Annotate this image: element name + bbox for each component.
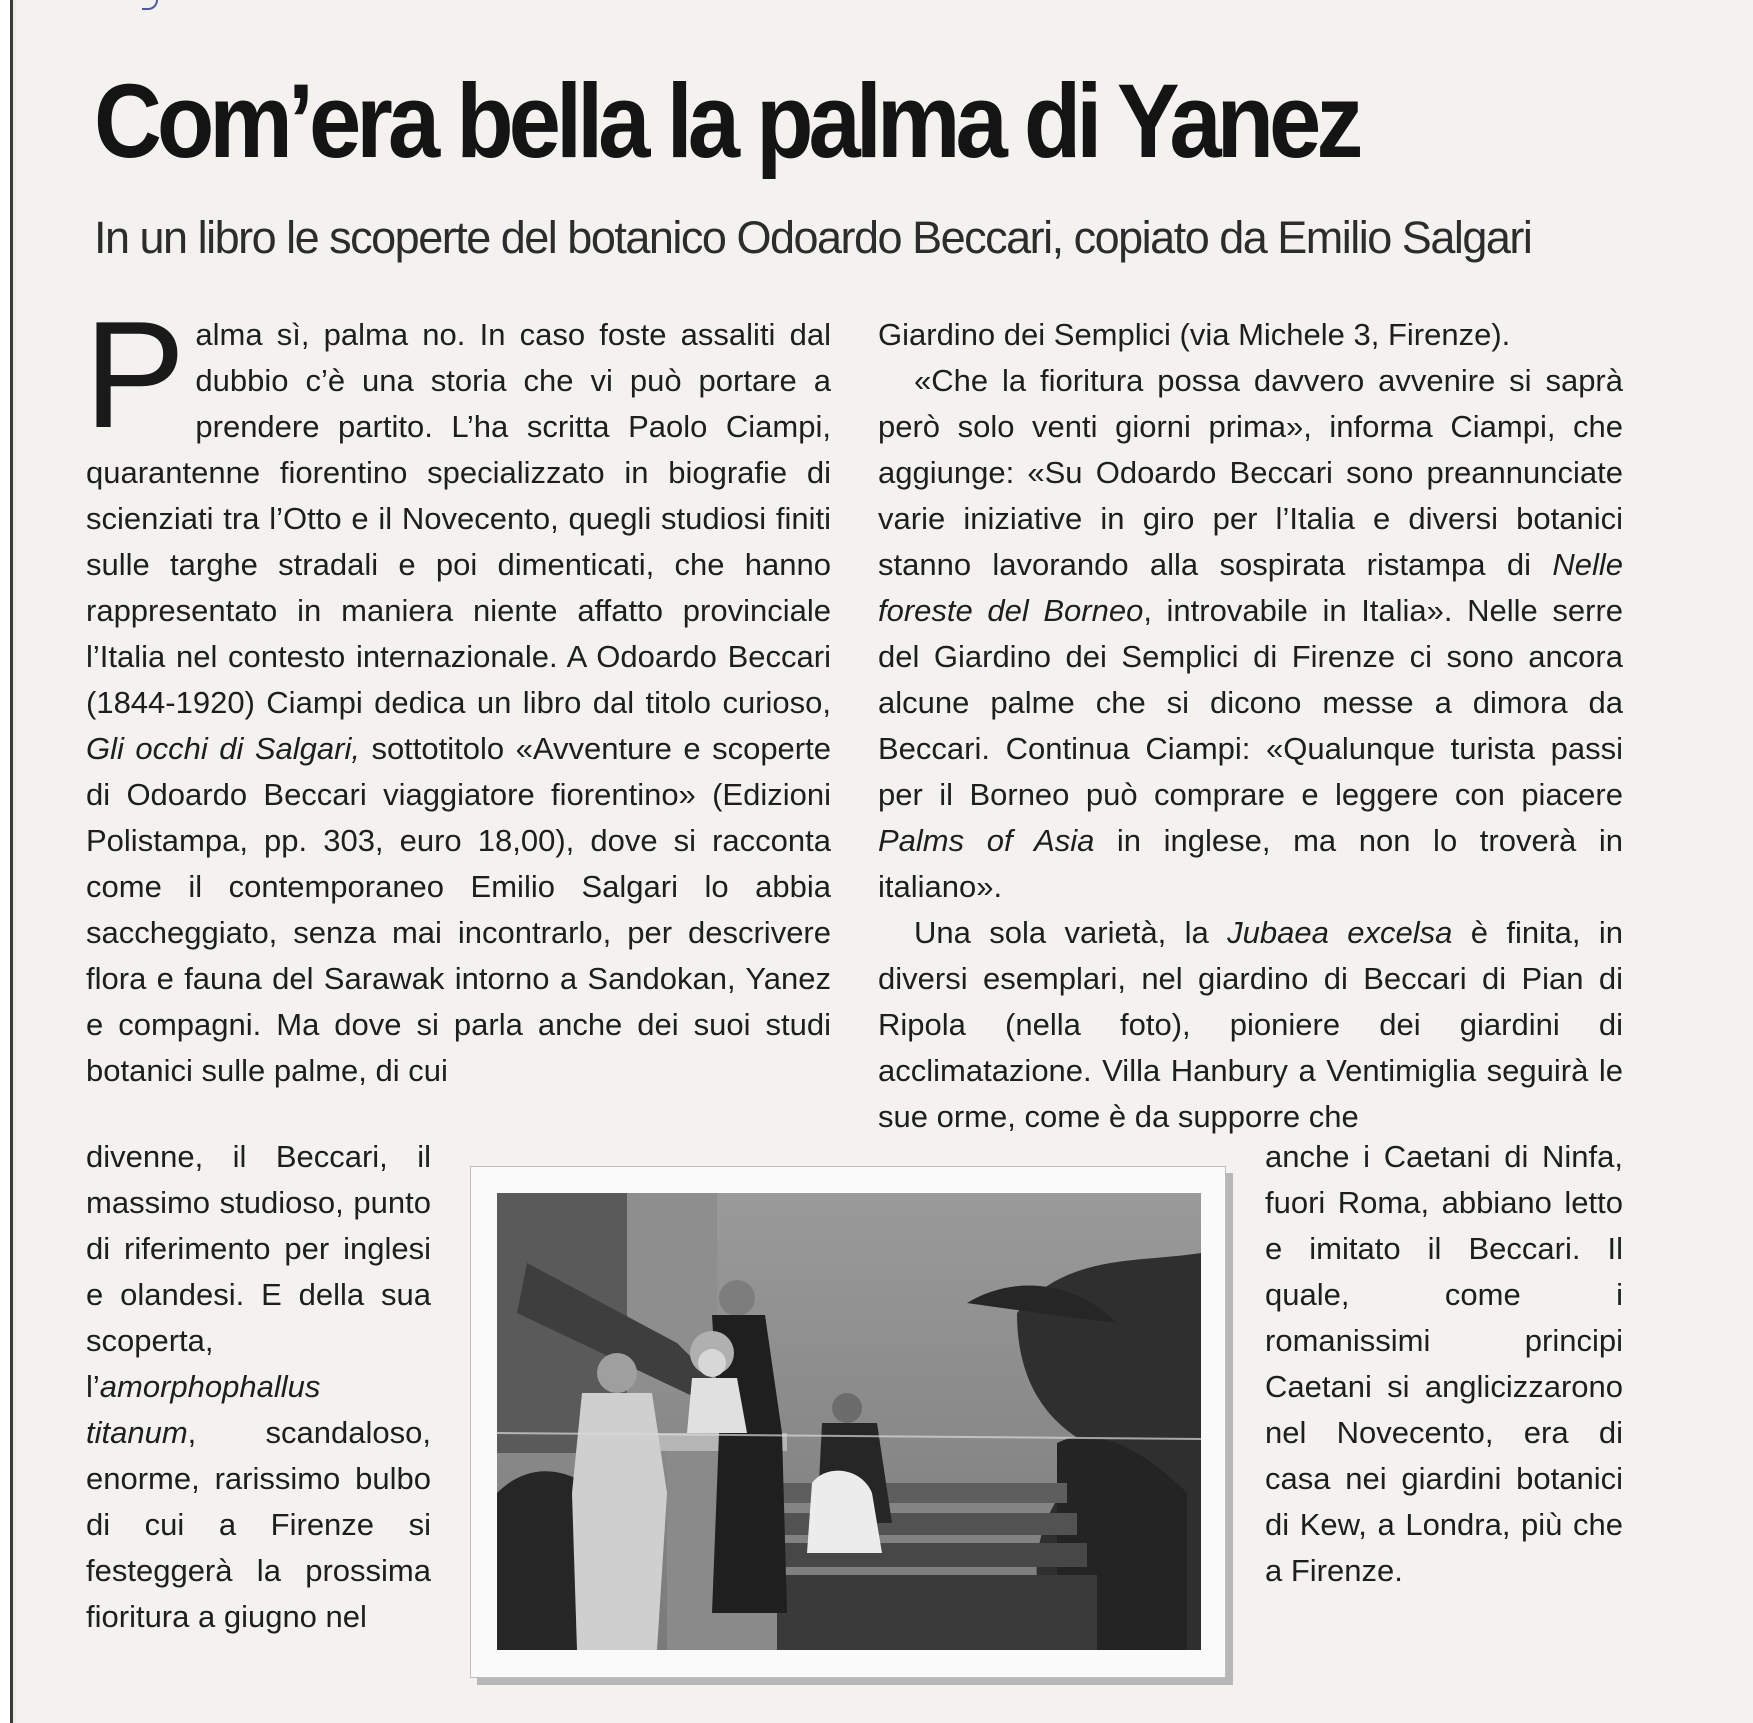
article-column-2 [878, 312, 1623, 1140]
paragraph [86, 1134, 431, 1640]
text-run: divenne, il Beccari, il massimo studioso, punto di riferimento per inglesi e olandesi. E della sua scoperta, l’ [86, 1139, 431, 1404]
subheadline: In un libro le scoperte del botanico Odoardo Beccari, copiato da Emilio Salgari [94, 212, 1532, 263]
text-run: Una sola varietà, la [914, 915, 1228, 950]
paragraph: Giardino dei Semplici (via Michele 3, Firenze). [878, 317, 1511, 352]
standing-woman-figure [719, 1280, 755, 1316]
article-column-2-narrow [1265, 1134, 1623, 1594]
book-title: Gli occhi di Salgari, [86, 731, 360, 766]
book-title: Palms of Asia [878, 823, 1095, 858]
paragraph [878, 910, 1623, 1140]
headline: Com’era bella la palma di Yanez [94, 61, 1359, 180]
man-figure [597, 1353, 637, 1393]
text-run: , scandaloso, enorme, rarissimo bulbo di cui a Firenze si festeggerà la prossima fioritura a giugno nel [86, 1415, 431, 1634]
paragraph: anche i Caetani di Ninfa, fuori Roma, abbiano letto e imitato il Beccari. Il quale, come i romanissimi principi Caetani si anglicizzarono nel Novecento, era di casa nei giardini botanici di Kew, a Londra, più che a Firenze. [1265, 1139, 1623, 1588]
article-column-1-narrow [86, 1134, 431, 1640]
text-run: «Che la fioritura possa davvero avvenire si saprà però solo venti giorni prima», informa Ciampi, che aggiunge: «Su Odoardo Beccari sono preannunciate varie iniziative in giro per l’Italia e diversi botanici stanno lavorando alla sospirata ristampa di [878, 363, 1623, 582]
text-run: , introvabile in Italia». Nelle serre del Giardino dei Semplici di Firenze ci sono ancora alcune palme che si dicono messe a dimora da Beccari. Continua Ciampi: «Qualunque turista passi per il Borneo può comprare e leggere con piacere [878, 593, 1624, 812]
book-title: Nelle foreste del Borneo [878, 547, 1623, 628]
text-run: è finita, in diversi esemplari, nel giardino di Beccari di Pian di Ripola (nella foto), pioniere dei giardini di acclimatazione. Villa Hanbury a Ventimiglia seguirà le sue orme, come è da supporre che [878, 915, 1623, 1134]
text-run: alma sì, palma no. In caso foste assaliti dal dubbio c’è una storia che vi può portare a prendere partito. L’ha scritta Paolo Ciampi, quarantenne fiorentino specializzato in biografie di scienziati tra l’Otto e il Novecento, quegli studiosi finiti sulle targhe stradali e poi dimenticati, che hanno rappresentato in maniera niente affatto provinciale l’Italia nel contesto internazionale. A Odoardo Beccari (1844-1920) Ciampi dedica un libro dal titolo curioso, [86, 317, 831, 720]
paragraph [84, 290, 831, 1094]
paragraph [878, 358, 1623, 910]
text-run: sottotitolo «Avventure e scoperte di Odoardo Beccari viaggiatore fiorentino» (Edizioni Polistampa, pp. 303, euro 18,00), dove si racconta come il contemporaneo Emilio Salgari lo abbia saccheggiato, senza mai incontrarlo, per descrivere flora e fauna del Sarawak intorno a Sandokan, Yanez e compagni. Ma dove si parla anche dei suoi studi botanici sulle palme, di cui [86, 731, 831, 1088]
photo-illustration [497, 1193, 1201, 1650]
species-name: Jubaea excelsa [1227, 915, 1453, 950]
species-name: amorphophallus titanum [86, 1369, 321, 1450]
vintage-family-garden-photo [497, 1193, 1201, 1650]
text-run: in inglese, ma non lo troverà in italiano». [878, 823, 1623, 904]
drop-cap: P [84, 290, 186, 460]
photo-frame [470, 1166, 1226, 1678]
seated-woman-figure [832, 1393, 862, 1423]
article-column-1 [84, 290, 831, 1094]
